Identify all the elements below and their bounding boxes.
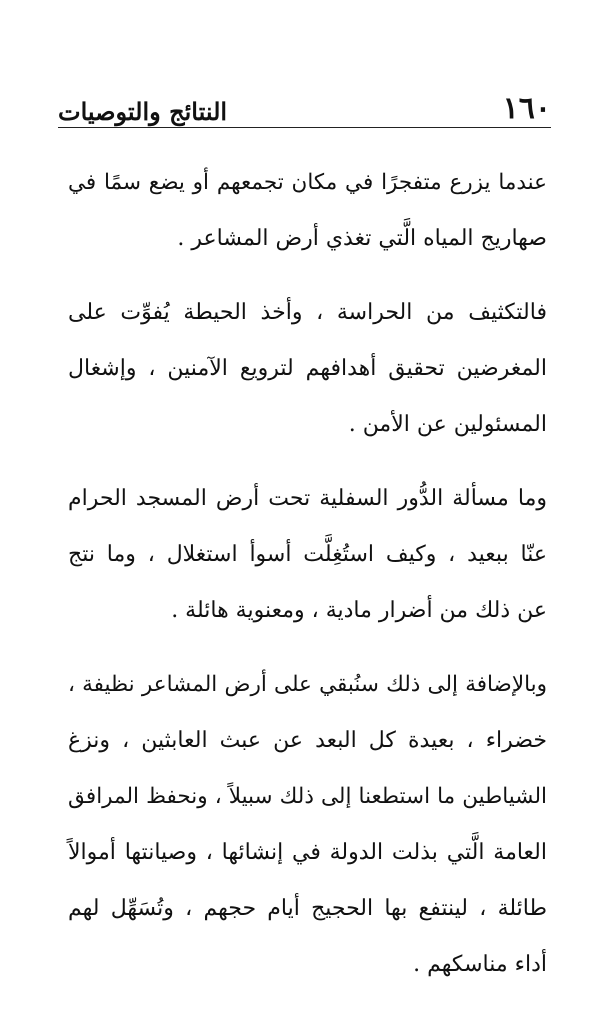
text-line: المغرضين تحقيق أهدافهم لترويع الآمنين ، وإشغال — [68, 356, 547, 381]
body-text — [68, 155, 547, 1011]
text-line: خضراء ، بعيدة كل البعد عن عبث العابثين ، ونزغ — [68, 728, 547, 753]
text-line: وما مسألة الدُّور السفلية تحت أرض المسجد الحرام — [68, 486, 547, 511]
text-line: الشياطين ما استطعنا إلى ذلك سبيلاً ، ونحفظ المرافق — [68, 784, 547, 809]
paragraph — [68, 155, 547, 267]
paragraph — [68, 657, 547, 993]
header-divider — [58, 127, 551, 128]
text-line: وبالإضافة إلى ذلك سنُبقي على أرض المشاعر نظيفة ، — [68, 672, 547, 697]
text-line: عندما يزرع متفجرًا في مكان تجمعهم أو يضع سمًا في — [68, 170, 547, 195]
page-number: ١٦٠ — [502, 91, 551, 126]
text-line: عن ذلك من أضرار مادية ، ومعنوية هائلة . — [171, 598, 547, 623]
text-line: عنّا ببعيد ، وكيف استُغِلَّت أسوأ استغلال ، وما نتج — [68, 542, 547, 567]
text-line: أداء مناسكهم . — [413, 952, 547, 977]
paragraph — [68, 471, 547, 639]
text-line: طائلة ، لينتفع بها الحجيج أيام حجهم ، وتُسَهِّل لهم — [68, 896, 547, 921]
text-line: المسئولين عن الأمن . — [348, 412, 547, 437]
page-header — [58, 84, 551, 124]
text-line: صهاريج المياه الَّتي تغذي أرض المشاعر . — [177, 226, 547, 251]
running-title: النتائج والتوصيات — [58, 97, 228, 126]
paragraph — [68, 285, 547, 453]
text-line: فالتكثيف من الحراسة ، وأخذ الحيطة يُفوِّت على — [68, 300, 547, 325]
text-line: العامة الَّتي بذلت الدولة في إنشائها ، وصيانتها أموالاً — [68, 840, 547, 865]
